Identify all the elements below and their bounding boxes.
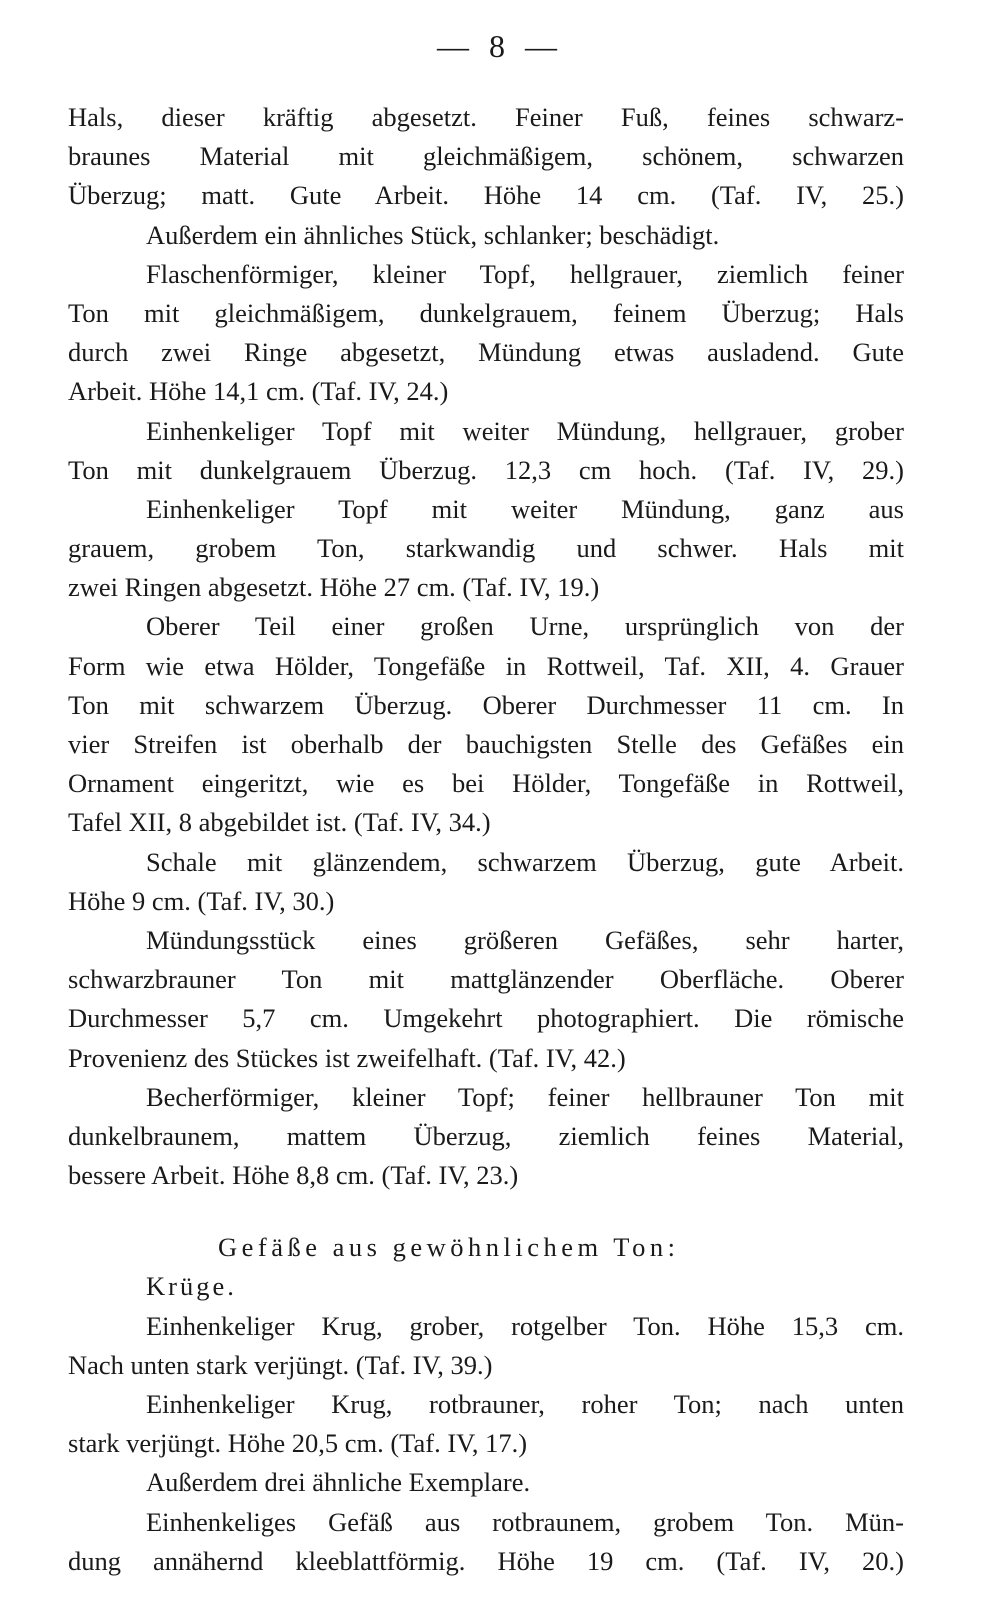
text-line: Überzug; matt. Gute Arbeit. Höhe 14 cm. (Taf. IV, 25.) [68, 180, 904, 211]
text-line: Außerdem ein ähnliches Stück, schlanker; beschädigt. [146, 219, 720, 250]
section-heading: Gefäße aus gewöhnlichem Ton: [218, 1232, 680, 1263]
text-line: bessere Arbeit. Höhe 8,8 cm. (Taf. IV, 23.) [68, 1160, 519, 1191]
section-spacer [68, 1195, 904, 1228]
text-line: dung annähernd kleeblattförmig. Höhe 19 cm. (Taf. IV, 20.) [68, 1545, 904, 1576]
text-line: Nach unten stark verjüngt. (Taf. IV, 39.) [68, 1349, 493, 1380]
text-line: vier Streifen ist oberhalb der bauchigsten Stelle des Gefäßes ein [68, 729, 904, 759]
text-line: Oberer Teil einer großen Urne, ursprünglich von der [146, 611, 904, 642]
text-line: braunes Material mit gleichmäßigem, schönem, schwarzen [68, 141, 904, 172]
text-line: grauem, grobem Ton, starkwandig und schwer. Hals mit [68, 533, 904, 564]
text-line: Provenienz des Stückes ist zweifelhaft. (Taf. IV, 42.) [68, 1042, 626, 1073]
text-line: dunkelbraunem, mattem Überzug, ziemlich feines Material, [68, 1120, 904, 1151]
text-line: Schale mit glänzendem, schwarzem Überzug, gute Arbeit. [146, 846, 904, 877]
text-line: zwei Ringen abgesetzt. Höhe 27 cm. (Taf. IV, 19.) [68, 572, 600, 603]
text-line: stark verjüngt. Höhe 20,5 cm. (Taf. IV, 17.) [68, 1428, 528, 1459]
subheading: Krüge. [146, 1271, 237, 1302]
text-line: Einhenkeliger Krug, grober, rotgelber Ton. Höhe 15,3 cm. [146, 1310, 904, 1341]
text-line: Außerdem drei ähnliche Exemplare. [146, 1467, 531, 1498]
text-line: Ton mit dunkelgrauem Überzug. 12,3 cm hoch. (Taf. IV, 29.) [68, 454, 904, 485]
text-line: Mündungsstück eines größeren Gefäßes, sehr harter, [146, 924, 904, 955]
text-line: Tafel XII, 8 abgebildet ist. (Taf. IV, 34.) [68, 807, 491, 838]
text-line: Einhenkeliger Topf mit weiter Mündung, ganz aus [146, 493, 904, 524]
text-line: Form wie etwa Hölder, Tongefäße in Rottweil, Taf. XII, 4. Grauer [68, 650, 904, 681]
text-line: Ton mit gleichmäßigem, dunkelgrauem, feinem Überzug; Hals [68, 297, 904, 328]
text-body [68, 98, 904, 1581]
text-line: Hals, dieser kräftig abgesetzt. Feiner Fuß, feines schwarz- [68, 102, 904, 132]
text-line: Einhenkeliger Topf mit weiter Mündung, hellgrauer, grober [146, 415, 904, 446]
text-line: Höhe 9 cm. (Taf. IV, 30.) [68, 885, 335, 916]
text-line: Einhenkeliger Krug, rotbrauner, roher Ton; nach unten [146, 1389, 904, 1419]
page-number: — 8 — [437, 28, 563, 64]
text-line: Einhenkeliges Gefäß aus rotbraunem, grobem Ton. Mün- [146, 1506, 904, 1537]
text-line: Ton mit schwarzem Überzug. Oberer Durchmesser 11 cm. In [68, 689, 904, 720]
text-line: schwarzbrauner Ton mit mattglänzender Oberfläche. Oberer [68, 964, 904, 995]
text-line: Flaschenförmiger, kleiner Topf, hellgrauer, ziemlich feiner [146, 258, 904, 289]
text-line: Arbeit. Höhe 14,1 cm. (Taf. IV, 24.) [68, 376, 449, 407]
text-line: Durchmesser 5,7 cm. Umgekehrt photographiert. Die römische [68, 1003, 904, 1034]
text-line: durch zwei Ringe abgesetzt, Mündung etwas ausladend. Gute [68, 337, 904, 368]
text-line: Becherförmiger, kleiner Topf; feiner hellbrauner Ton mit [146, 1081, 904, 1112]
text-line: Ornament eingeritzt, wie es bei Hölder, Tongefäße in Rottweil, [68, 768, 904, 799]
